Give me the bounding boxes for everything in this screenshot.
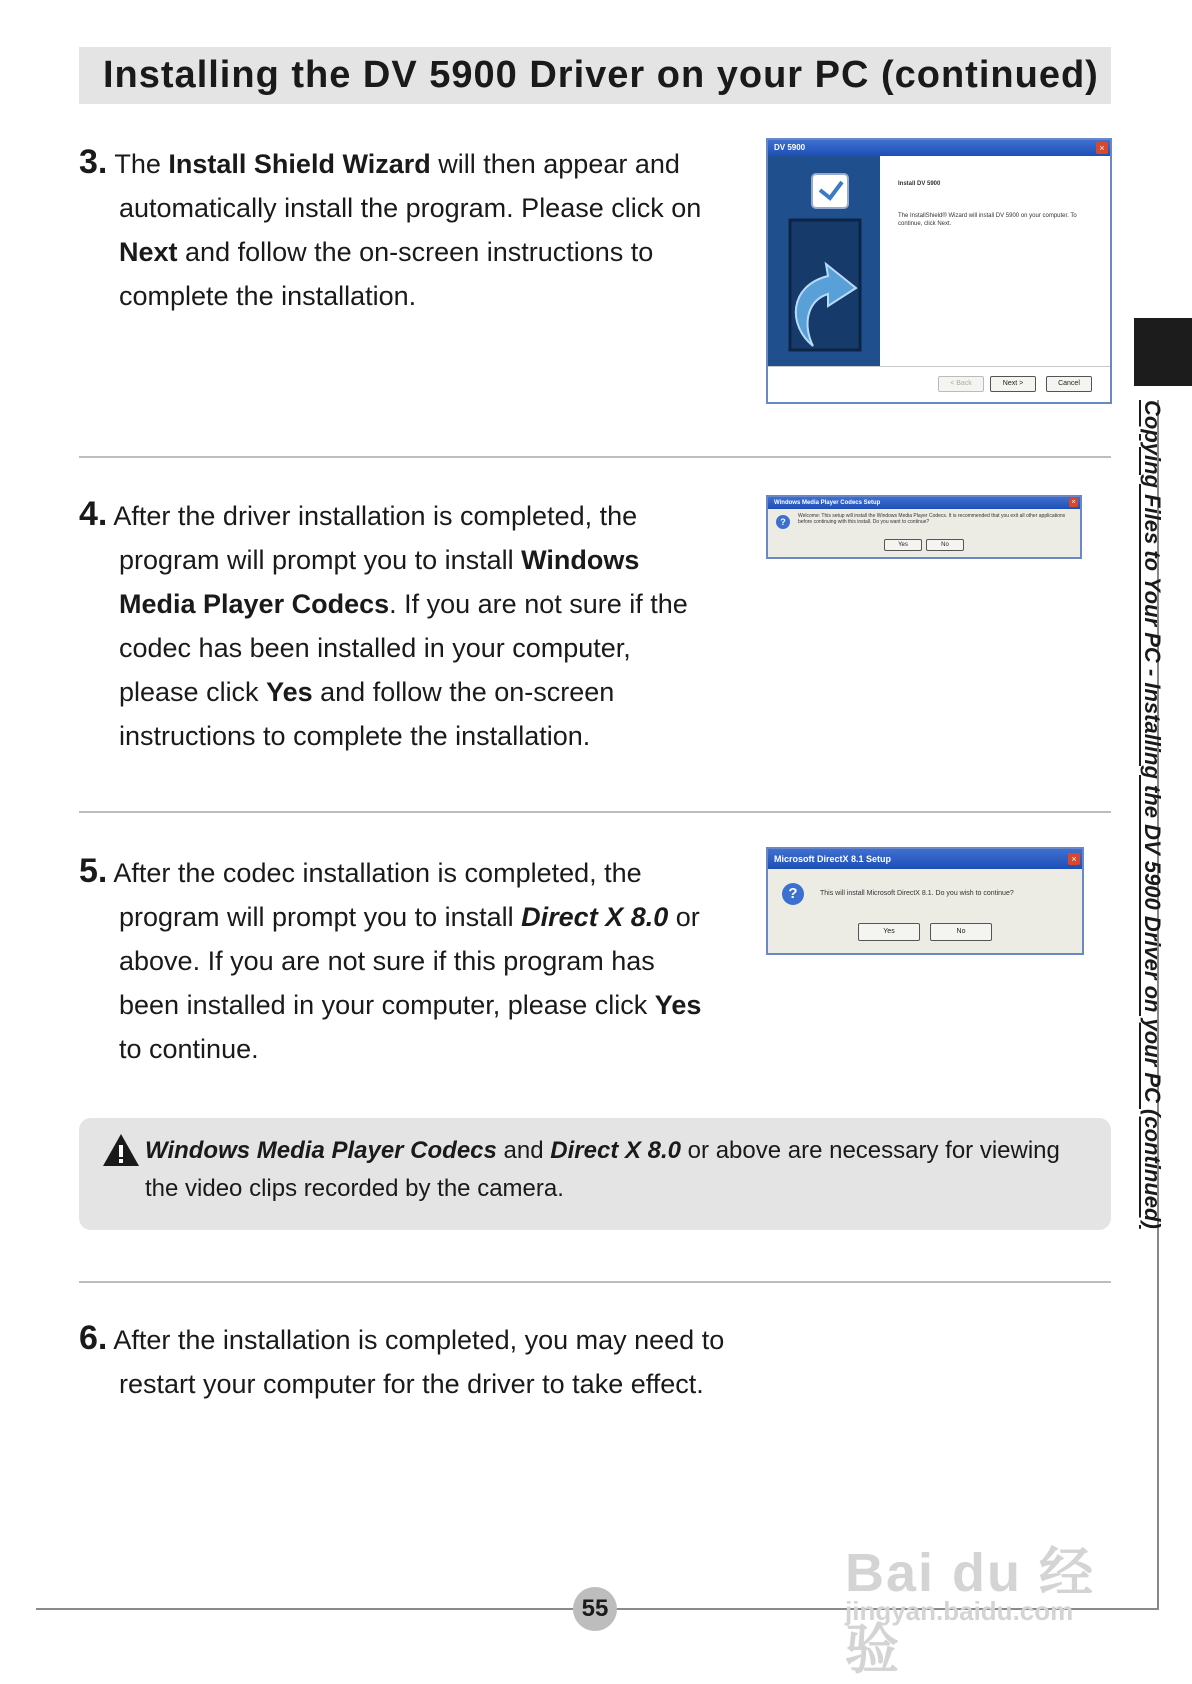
window-title: Microsoft DirectX 8.1 Setup <box>768 849 1082 869</box>
step-text: After the codec installation is completed, the <box>113 858 642 888</box>
chapter-tab <box>1134 318 1192 386</box>
step-text: The <box>114 149 169 179</box>
wizard-banner <box>768 156 880 366</box>
directx-setup-screenshot <box>766 847 1084 955</box>
step-5 <box>79 849 739 1071</box>
step-number: 4. <box>79 495 108 533</box>
step-line: automatically install the program. Please click on <box>119 193 702 223</box>
directx-body: This will install Microsoft DirectX 8.1. Do you wish to continue? <box>820 890 1014 897</box>
step-number: 6. <box>79 1319 108 1357</box>
step-bold: Next <box>119 237 178 267</box>
step-text: program will prompt you to install <box>119 902 522 932</box>
yes-button[interactable]: Yes <box>858 923 920 941</box>
step-6 <box>79 1316 739 1406</box>
step-line: instructions to complete the installation. <box>119 721 591 751</box>
step-bold: Install Shield Wizard <box>168 149 431 179</box>
close-icon: × <box>1068 853 1080 865</box>
window-title: Windows Media Player Codecs Setup <box>768 497 1080 509</box>
caution-text-part: or above are necessary for viewing <box>681 1137 1060 1164</box>
step-text: program will prompt you to install <box>119 545 522 575</box>
step-number: 3. <box>79 143 108 181</box>
step-text: and follow the on-screen instructions to <box>177 237 654 267</box>
step-text: will then appear and <box>430 149 680 179</box>
caution-text-part: the video clips recorded by the camera. <box>145 1175 564 1202</box>
step-text: After the installation is completed, you may need to <box>113 1325 725 1355</box>
wizard-body: The InstallShield® Wizard will install DV 5900 on your computer. To continue, click Next. <box>898 213 1077 227</box>
page-number: 55 <box>573 1587 617 1631</box>
wizard-heading: Install DV 5900 <box>898 181 941 187</box>
yes-button[interactable]: Yes <box>884 539 922 551</box>
no-button[interactable]: No <box>926 539 964 551</box>
caution-text-part: and <box>496 1137 551 1164</box>
caution-emphasis: Windows Media Player Codecs <box>145 1137 497 1164</box>
cancel-button[interactable]: Cancel <box>1046 376 1092 392</box>
step-bold: Yes <box>266 677 313 707</box>
step-text: or <box>668 902 700 932</box>
baidu-watermark <box>845 1530 1125 1680</box>
step-bold: Media Player Codecs <box>119 589 390 619</box>
step-number: 5. <box>79 852 108 890</box>
codec-body: Welcome: This setup will install the Windows Media Player Codecs. It is recommended that you exit all other applications before continuing with this install. Do you want to continue? <box>798 513 1066 525</box>
step-text: After the driver installation is completed, the <box>113 501 638 531</box>
step-line: restart your computer for the driver to take effect. <box>119 1369 704 1399</box>
step-4 <box>79 492 739 758</box>
step-bold: Windows <box>521 545 640 575</box>
page-title: Installing the DV 5900 Driver on your PC (continued) <box>103 54 1099 96</box>
close-icon: × <box>1096 142 1108 154</box>
step-text: been installed in your computer, please click <box>119 990 655 1020</box>
divider <box>79 811 1111 813</box>
watermark-logo: Bai du 经验 <box>845 1543 1096 1680</box>
step-text: please click <box>119 677 267 707</box>
step-line: above. If you are not sure if this program has <box>119 946 655 976</box>
side-chapter-title: Copying Files to Your PC - Installing the DV 5900 Driver on your PC (continued) <box>1140 400 1165 1229</box>
installer-graphic <box>768 156 880 366</box>
install-wizard-screenshot <box>766 138 1112 404</box>
close-icon: × <box>1069 498 1078 507</box>
back-button[interactable]: < Back <box>938 376 984 392</box>
caution-note <box>79 1118 1111 1230</box>
step-line: complete the installation. <box>119 281 417 311</box>
next-button[interactable]: Next > <box>990 376 1036 392</box>
warning-icon <box>101 1132 141 1168</box>
step-line: to continue. <box>119 1034 259 1064</box>
caution-text <box>145 1132 1095 1208</box>
no-button[interactable]: No <box>930 923 992 941</box>
step-bold: Yes <box>654 990 702 1020</box>
divider <box>79 456 1111 458</box>
caution-emphasis: Direct X 8.0 <box>550 1137 682 1164</box>
question-icon: ? <box>776 515 790 529</box>
watermark-url: jingyan.baidu.com <box>845 1596 1074 1626</box>
title-bar <box>79 47 1111 104</box>
divider <box>79 1281 1111 1283</box>
step-text: . If you are not sure if the <box>389 589 688 619</box>
codec-setup-screenshot <box>766 495 1082 559</box>
question-icon: ? <box>782 883 804 905</box>
window-title: DV 5900 <box>768 140 1110 156</box>
step-3 <box>79 140 739 318</box>
step-text: and follow the on-screen <box>312 677 615 707</box>
step-bold-italic: Direct X 8.0 <box>521 902 669 932</box>
step-line: codec has been installed in your computer, <box>119 633 631 663</box>
